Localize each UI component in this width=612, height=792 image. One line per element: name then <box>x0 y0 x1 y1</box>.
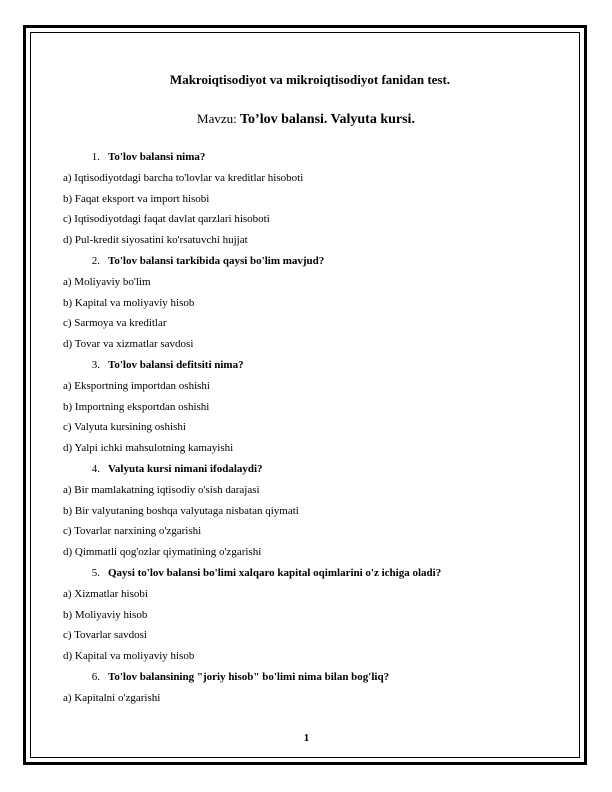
question-2-option-c: c) Sarmoya va kreditlar <box>63 317 167 330</box>
question-number: 3. <box>91 358 100 371</box>
question-text: To'lov balansi defitsiti nima? <box>108 358 244 371</box>
question-1-option-a: a) Iqtisodiyotdagi barcha to'lovlar va kreditlar hisoboti <box>63 171 304 184</box>
question-3-option-a: a) Eksportning importdan oshishi <box>63 379 210 392</box>
question-5 <box>63 563 563 584</box>
question-3 <box>63 355 563 376</box>
question-number: 1. <box>91 151 100 163</box>
question-6 <box>63 667 563 688</box>
document-subtitle <box>0 110 612 129</box>
question-4-option-d: d) Qimmatli qog'ozlar qiymatining o'zgarishi <box>63 546 262 559</box>
question-text: To'lov balansi tarkibida qaysi bo'lim mavjud? <box>108 254 325 267</box>
question-3-option-c: c) Valyuta kursining oshishi <box>63 421 186 434</box>
question-text: Valyuta kursi nimani ifodalaydi? <box>108 462 263 475</box>
question-number: 6. <box>91 670 100 683</box>
question-2-option-b: b) Kapital va moliyaviy hisob <box>63 296 195 309</box>
question-1-option-c: c) Iqtisodiyotdagi faqat davlat qarzlari hisoboti <box>63 213 270 226</box>
question-number: 4. <box>91 462 100 475</box>
question-4-option-a: a) Bir mamlakatning iqtisodiy o'sish darajasi <box>63 483 260 496</box>
subtitle-topic: To’lov balansi. Valyuta kursi. <box>240 112 415 127</box>
question-4-option-c: c) Tovarlar narxining o'zgarishi <box>63 525 202 538</box>
question-2-option-a: a) Moliyaviy bo'lim <box>63 275 151 288</box>
question-6-option-a: a) Kapitalni o'zgarishi <box>63 691 161 704</box>
page-number: 1 <box>303 732 310 744</box>
question-5-option-d: d) Kapital va moliyaviy hisob <box>63 650 195 663</box>
question-2-option-d: d) Tovar va xizmatlar savdosi <box>63 338 194 351</box>
question-1-option-d: d) Pul-kredit siyosatini ko'rsatuvchi hujjat <box>63 234 248 247</box>
question-5-option-a: a) Xizmatlar hisobi <box>63 587 148 600</box>
question-2 <box>63 251 563 272</box>
question-text: To'lov balansi nima? <box>108 151 206 163</box>
question-text: Qaysi to'lov balansi bo'limi xalqaro kapital oqimlarini o'z ichiga oladi? <box>108 566 442 579</box>
subtitle-label: Mavzu: <box>197 111 237 126</box>
question-number: 5. <box>91 566 100 579</box>
question-4 <box>63 459 563 480</box>
question-1 <box>63 147 563 168</box>
question-text: To'lov balansining "joriy hisob" bo'limi nima bilan bog'liq? <box>108 670 390 683</box>
question-1-option-b: b) Faqat eksport va import hisobi <box>63 192 210 205</box>
question-number: 2. <box>91 254 100 267</box>
question-4-option-b: b) Bir valyutaning boshqa valyutaga nisbatan qiymati <box>63 504 299 517</box>
document-title: Makroiqtisodiyot va mikroiqtisodiyot fanidan test. <box>169 72 451 87</box>
question-3-option-d: d) Yalpi ichki mahsulotning kamayishi <box>63 442 234 455</box>
question-3-option-b: b) Importning eksportdan oshishi <box>63 400 210 413</box>
question-5-option-c: c) Tovarlar savdosi <box>63 629 147 642</box>
questions-list <box>63 147 563 709</box>
question-5-option-b: b) Moliyaviy hisob <box>63 608 148 621</box>
